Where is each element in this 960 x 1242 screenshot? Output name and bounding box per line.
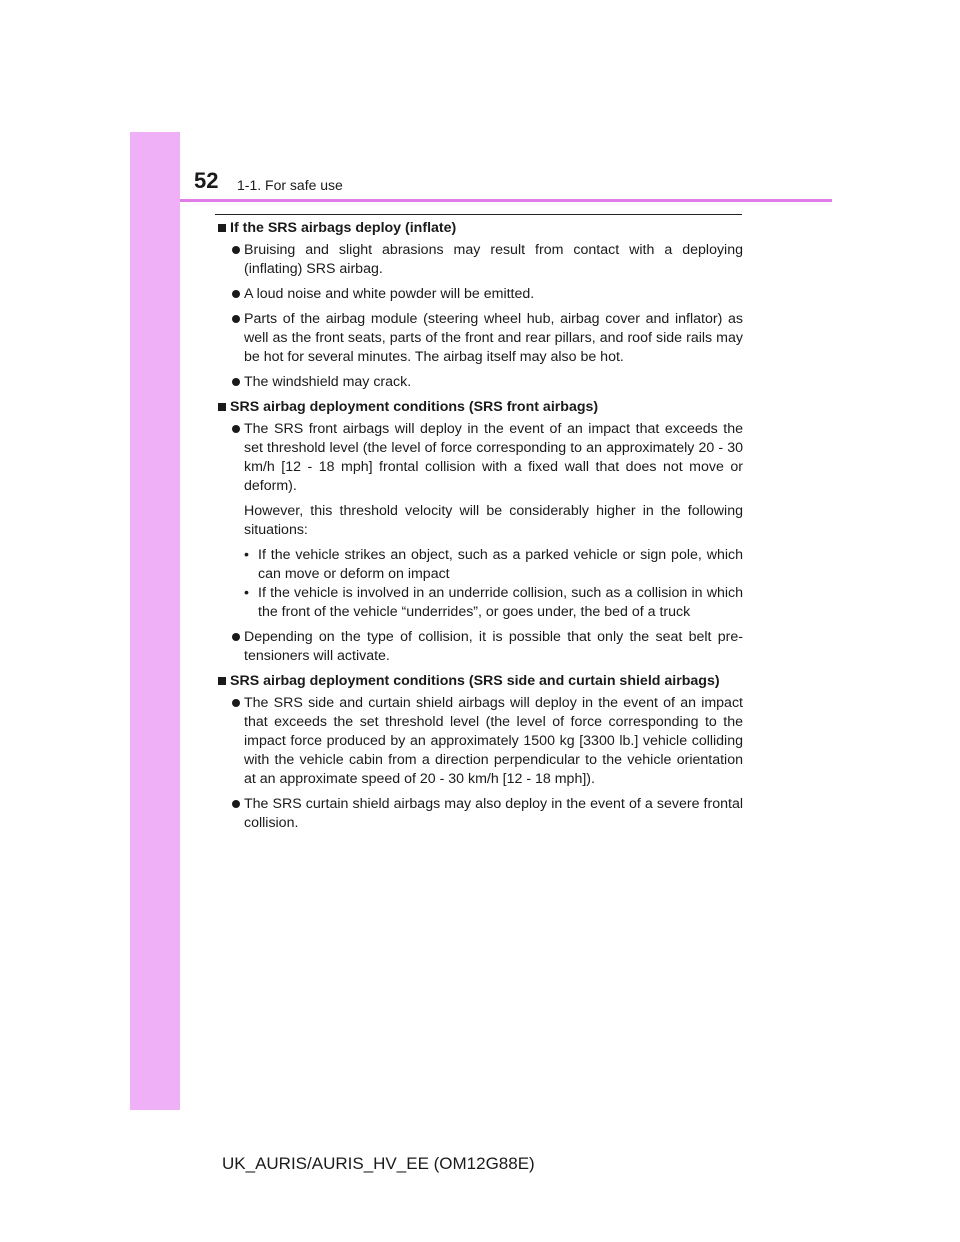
block-front-airbag-conditions — [216, 398, 743, 666]
bullet-item: The SRS side and curtain shield airbags will deploy in the event of an impact that exceeds the set threshold level (the level of force corresponding to the impact force produced by an approximately 1500 kg [3300 lb.] vehicle colliding with the vehicle cabin from a direction perpendicular to the vehicle orientation at an approximate speed of 20 - 30 km/h [12 - 18 mph]). — [216, 694, 743, 789]
page-number: 52 — [194, 168, 219, 193]
situation-list — [216, 546, 743, 622]
situation-item: • If the vehicle is involved in an underride collision, such as a collision in which the front of the vehicle “underrides”, or goes under, the bed of a truck — [244, 584, 743, 622]
heading-front-airbag-conditions: SRS airbag deployment conditions (SRS front airbags) — [216, 398, 743, 417]
heading-side-curtain-conditions: SRS airbag deployment conditions (SRS side and curtain shield airbags) — [216, 672, 743, 691]
situation-item: • If the vehicle strikes an object, such as a parked vehicle or sign pole, which can move or deform on impact — [244, 546, 743, 584]
bullet-item: Bruising and slight abrasions may result from contact with a deploying (inflating) SRS airbag. — [216, 241, 743, 279]
section-title: 1-1. For safe use — [237, 177, 343, 193]
bullet-item: The SRS front airbags will deploy in the event of an impact that exceeds the set threshold level (the level of force corresponding to an approximately 20 - 30 km/h [12 - 18 mph] frontal collision with a fixed wall that does not move or deform). — [216, 420, 743, 496]
bullet-item: The SRS curtain shield airbags may also deploy in the event of a severe frontal collision. — [216, 795, 743, 833]
threshold-paragraph: However, this threshold velocity will be considerably higher in the following situations: — [244, 503, 743, 538]
side-color-band — [130, 132, 180, 1110]
bullet-item: A loud noise and white powder will be emitted. — [216, 285, 743, 304]
footer-model-code: UK_AURIS/AURIS_HV_EE (OM12G88E) — [222, 1154, 535, 1173]
bullet-item: The windshield may crack. — [216, 373, 743, 392]
content-top-rule — [215, 214, 742, 215]
bullet-item: Parts of the airbag module (steering wheel hub, airbag cover and inflator) as well as the front seats, parts of the front and rear pillars, and roof side rails may be hot for several minutes. The airbag itself may also be hot. — [216, 310, 743, 367]
block-side-curtain-conditions — [216, 672, 743, 833]
header-divider — [180, 199, 832, 202]
bullet-item: Depending on the type of collision, it is possible that only the seat belt pre-tensioners will activate. — [216, 628, 743, 666]
page-content — [216, 219, 743, 839]
heading-airbags-deploy: If the SRS airbags deploy (inflate) — [216, 219, 743, 238]
block-airbags-deploy — [216, 219, 743, 392]
